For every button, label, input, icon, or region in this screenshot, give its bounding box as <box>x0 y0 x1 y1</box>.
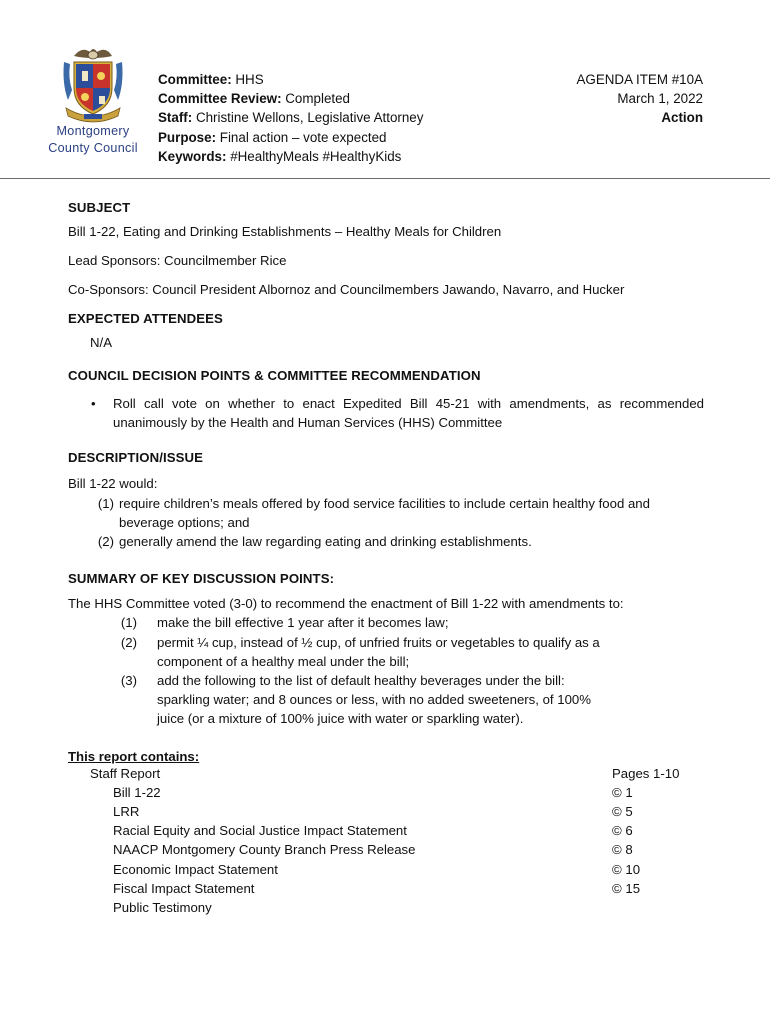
description-item-text: require children’s meals offered by food service facilities to include certain healthy food and beverage options; and <box>119 495 650 530</box>
contents-row <box>68 764 704 783</box>
summary-item <box>68 671 704 729</box>
description-heading: DESCRIPTION/ISSUE <box>68 450 204 466</box>
description-item <box>68 532 704 551</box>
co-sponsors: Co-Sponsors: Council President Albornoz and Councilmembers Jawando, Navarro, and Hucker <box>68 282 625 297</box>
summary-item <box>68 633 704 671</box>
contents-pages: © 8 <box>612 842 633 858</box>
bullet-icon: • <box>91 396 96 411</box>
attendees-value: N/A <box>90 335 112 350</box>
memo-body <box>68 200 704 917</box>
description-intro: Bill 1-22 would: <box>68 476 158 492</box>
keywords-label: Keywords: <box>158 148 227 164</box>
contents-row <box>68 821 704 840</box>
agenda-action: Action <box>661 110 703 126</box>
decision-bullet-text: Roll call vote on whether to enact Expedited Bill 45-21 with amendments, as recommended unanimously by the Health and Human Services (HHS) Committee <box>113 396 704 431</box>
purpose-value: Final action – vote expected <box>216 129 387 145</box>
summary-item-number: (3) <box>120 673 137 689</box>
contents-label: Public Testimony <box>113 900 212 916</box>
org-line-2: County Council <box>48 141 138 155</box>
subject-bill: Bill 1-22, Eating and Drinking Establishments – Healthy Meals for Children <box>68 224 502 239</box>
committee-label: Committee: <box>158 72 232 87</box>
agenda-item-number: AGENDA ITEM #10A <box>576 72 703 87</box>
contents-label: Racial Equity and Social Justice Impact Statement <box>113 823 407 839</box>
summary-item-number: (2) <box>120 634 137 650</box>
agenda-block <box>576 70 703 128</box>
committee-value: HHS <box>231 72 264 87</box>
contents-list <box>68 764 704 918</box>
contents-pages: © 10 <box>612 861 641 877</box>
description-item-number: (2) <box>97 534 114 550</box>
summary-item-text: permit ¼ cup, instead of ½ cup, of unfried fruits or vegetables to qualify as a component of a healthy meal under the bill; <box>157 634 600 669</box>
contents-label: Economic Impact Statement <box>113 861 278 877</box>
description-item <box>68 494 704 532</box>
contents-row <box>68 860 704 879</box>
contents-label: Fiscal Impact Statement <box>113 880 255 896</box>
purpose-label: Purpose: <box>158 129 217 145</box>
summary-item-text: add the following to the list of default healthy beverages under the bill: sparkling water; and 8 ounces or less, with no added sweeteners, of 100% juice (or a mixture of 100% juice with water or sparkling water). <box>157 673 591 727</box>
contents-pages <box>612 898 704 917</box>
contents-pages: © 1 <box>612 784 633 800</box>
contents-pages: © 5 <box>612 804 633 820</box>
summary-heading: SUMMARY OF KEY DISCUSSION POINTS: <box>68 571 335 587</box>
contents-row <box>68 783 704 802</box>
contents-label: NAACP Montgomery County Branch Press Release <box>113 842 416 858</box>
review-line <box>158 89 423 108</box>
keywords-line <box>158 147 423 166</box>
county-seal-logo <box>60 44 126 126</box>
contents-row <box>68 802 704 821</box>
summary-intro: The HHS Committee voted (3-0) to recommend the enactment of Bill 1-22 with amendments to: <box>68 596 624 612</box>
keywords-value: #HealthyMeals #HealthyKids <box>226 148 402 164</box>
summary-item-number: (1) <box>120 615 137 631</box>
decision-bullet-item <box>68 394 704 432</box>
decision-heading: COUNCIL DECISION POINTS & COMMITTEE RECOMMENDATION <box>68 368 481 383</box>
org-line-1: Montgomery <box>56 124 130 138</box>
county-council-name <box>40 123 146 157</box>
contents-row <box>68 898 704 917</box>
contents-pages: © 6 <box>612 823 633 839</box>
contents-label: LRR <box>113 804 140 820</box>
review-label: Committee Review: <box>158 91 282 107</box>
contents-label: Bill 1-22 <box>113 784 161 800</box>
description-item-text: generally amend the law regarding eating and drinking establishments. <box>119 534 532 550</box>
staff-label: Staff: <box>158 110 193 126</box>
purpose-line <box>158 128 423 147</box>
contents-heading: This report contains: <box>68 748 200 764</box>
lead-sponsors: Lead Sponsors: Councilmember Rice <box>68 253 287 268</box>
attendees-heading: EXPECTED ATTENDEES <box>68 311 223 326</box>
header-divider <box>0 178 770 179</box>
staff-value: Christine Wellons, Legislative Attorney <box>192 110 424 126</box>
summary-list <box>68 613 704 728</box>
contents-pages: © 15 <box>612 880 641 896</box>
summary-item-text: make the bill effective 1 year after it becomes law; <box>157 615 449 631</box>
subject-heading: SUBJECT <box>68 200 131 215</box>
description-item-number: (1) <box>97 495 114 511</box>
description-list <box>68 494 704 552</box>
contents-pages: Pages 1-10 <box>612 765 680 781</box>
committee-line <box>158 70 423 89</box>
summary-item <box>68 613 704 632</box>
agenda-date: March 1, 2022 <box>617 91 703 107</box>
review-value: Completed <box>281 91 351 107</box>
contents-label: Staff Report <box>90 765 161 781</box>
contents-row <box>68 879 704 898</box>
memo-metadata <box>158 70 423 166</box>
staff-line <box>158 108 423 127</box>
contents-row <box>68 840 704 859</box>
